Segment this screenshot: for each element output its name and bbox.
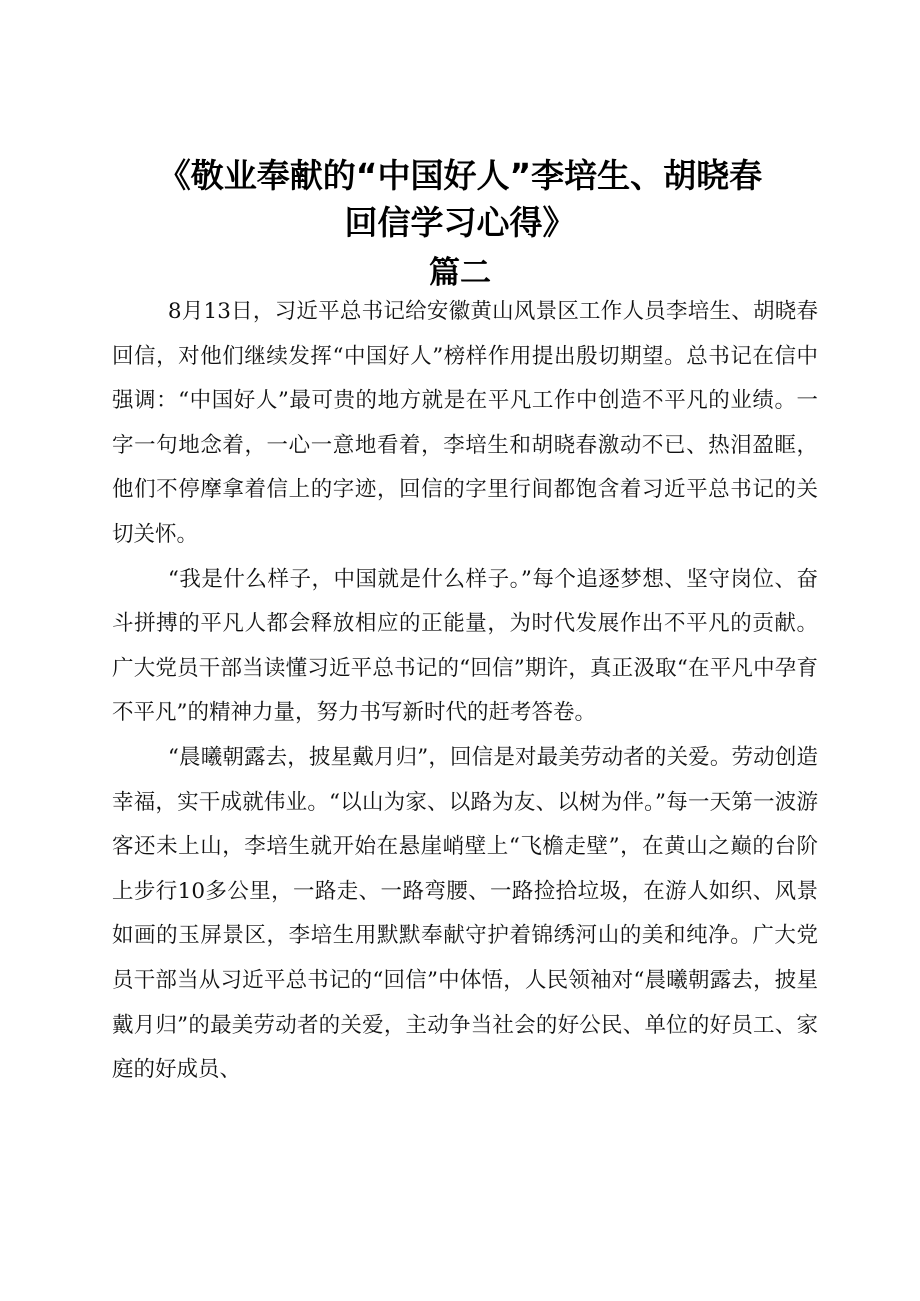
document-body xyxy=(112,290,818,1093)
document-title-line-2: 回信学习心得》 xyxy=(344,203,576,242)
paragraph-1: 8月13日，习近平总书记给安徽黄山风景区工作人员李培生、胡晓春回信，对他们继续发挥“中国好人”榜样作用提出殷切期望。总书记在信中强调：“中国好人”最可贵的地方就是在平凡工作中创造不平凡的业绩。一字一句地念着，一心一意地看着，李培生和胡晓春激动不已、热泪盈眶，他们不停摩拿着信上的字迹，回信的字里行间都饱含着习近平总书记的关切关怀。 xyxy=(112,299,818,547)
paragraph-3: “晨曦朝露去，披星戴月归”，回信是对最美劳动者的关爱。劳动创造幸福，实干成就伟业。“以山为家、以路为友、以树为伴。”每一天第一波游客还未上山，李培生就开始在悬崖峭壁上“飞檐走壁”，在黄山之巅的台阶上步行10多公里，一路走、一路弯腰、一路捡拾垃圾，在游人如织、风景如画的玉屏景区，李培生用默默奉献守护着锦绣河山的美和纯净。广大党员干部当从习近平总书记的“回信”中体悟，人民领袖对“晨曦朝露去，披星戴月归”的最美劳动者的关爱，主动争当社会的好公民、单位的好员工、家庭的好成员、 xyxy=(112,744,818,1083)
section-heading: 篇二 xyxy=(429,255,491,291)
document-title-line-1: 《敬业奉献的“中国好人”李培生、胡晓春 xyxy=(157,156,763,195)
paragraph-2: “我是什么样子，中国就是什么样子。”每个追逐梦想、坚守岗位、奋斗拼搏的平凡人都会释放相应的正能量，为时代发展作出不平凡的贡献。广大党员干部当读懂习近平总书记的“回信”期许，真正汲取“在平凡中孕育不平凡”的精神力量，努力书写新时代的赶考答卷。 xyxy=(112,566,818,726)
